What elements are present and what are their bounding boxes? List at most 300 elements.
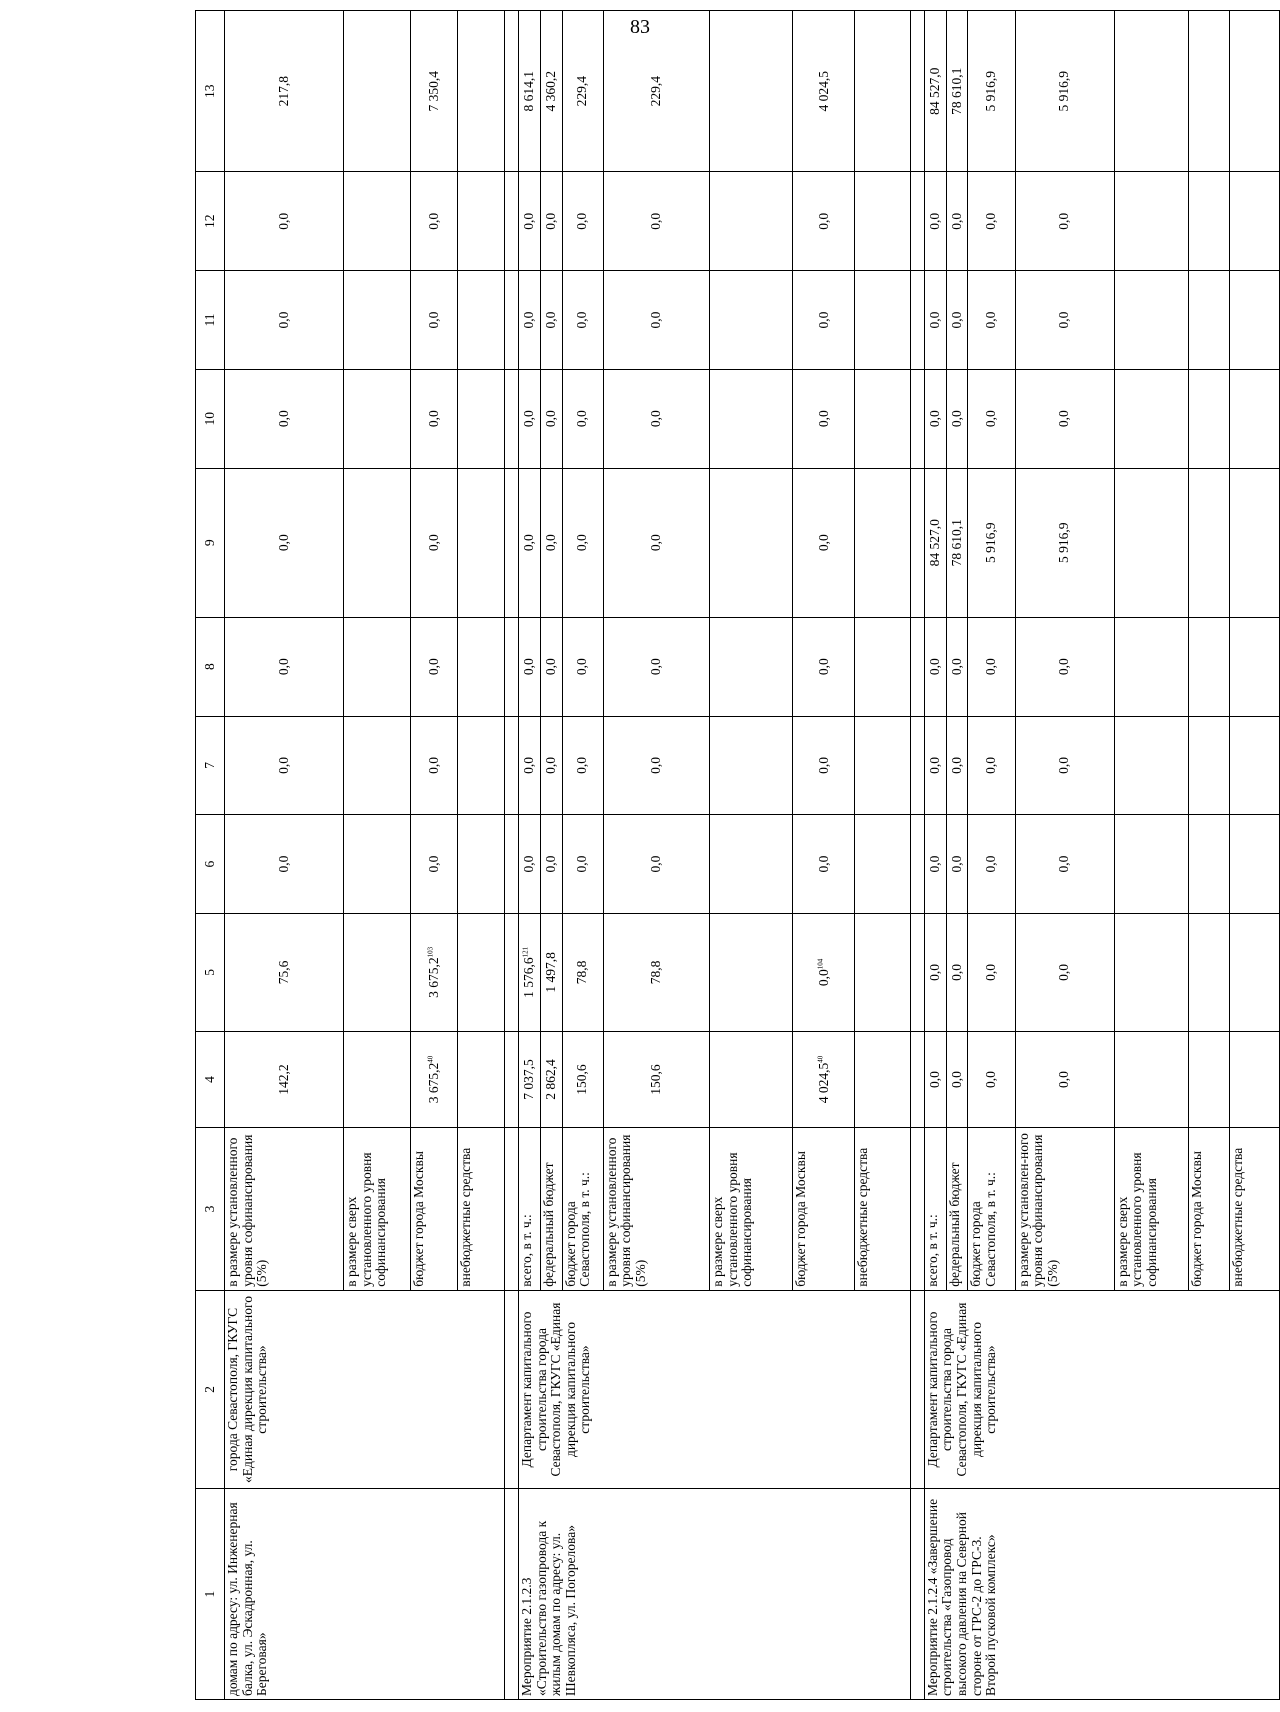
value-cell-col-5 <box>855 913 911 1031</box>
value-cell-col-8 <box>411 617 458 716</box>
value-text: 0,0 <box>815 658 831 676</box>
value-cell-col-10 <box>1114 369 1188 468</box>
value-cell-col-9 <box>458 468 505 617</box>
value-cell-col-4 <box>540 1031 562 1127</box>
value-cell-col-8 <box>225 617 344 716</box>
value-text: 0,0 <box>926 212 942 230</box>
value-cell-col-4 <box>344 1031 411 1127</box>
budget-table <box>195 10 1280 1700</box>
value-text: 0,0 <box>542 410 558 428</box>
value-cell-col-9 <box>519 468 541 617</box>
value-cell-col-6 <box>1189 815 1230 914</box>
value-text: 217,8 <box>275 76 291 107</box>
value-text: 0,0 <box>815 410 831 428</box>
value-cell-col-9 <box>603 468 710 617</box>
column-header-3: 3 <box>196 1128 225 1291</box>
value-cell-col-8 <box>924 617 946 716</box>
separator-cell <box>911 815 925 914</box>
value-cell-col-7 <box>344 716 411 815</box>
value-cell-col-10 <box>924 369 946 468</box>
funding-source-cell: в размере установленного уровня софинансирования (5%) <box>603 1128 710 1291</box>
value-text: 0,0 <box>648 756 664 774</box>
value-cell-col-6 <box>793 815 855 914</box>
value-cell-col-5 <box>519 913 541 1031</box>
value-text: 150,6 <box>648 1064 664 1095</box>
value-text: 0,0 <box>948 963 964 981</box>
value-cell-col-11 <box>519 271 541 370</box>
executor-cell: города Севастополя, ГКУГС «Единая дирекция капитального строительства» <box>225 1290 505 1489</box>
value-cell-col-6 <box>458 815 505 914</box>
value-cell-col-8 <box>562 617 603 716</box>
value-cell-col-9 <box>924 468 946 617</box>
value-text: 0,0 <box>275 212 291 230</box>
value-text: 3 675,2 <box>425 1062 441 1104</box>
value-cell-col-7 <box>1015 716 1114 815</box>
value-text: 0,0 <box>521 534 537 552</box>
value-text: 5 916,9 <box>983 522 999 563</box>
value-cell-col-13 <box>1230 11 1280 172</box>
value-cell-col-7 <box>968 716 1015 815</box>
value-text: 0,0 <box>926 410 942 428</box>
value-cell-col-9 <box>1230 468 1280 617</box>
value-text: 0,0 <box>1056 963 1072 981</box>
value-cell-col-9 <box>710 468 793 617</box>
value-cell-col-9 <box>946 468 968 617</box>
value-cell-col-9 <box>1015 468 1114 617</box>
value-cell-col-6 <box>562 815 603 914</box>
value-cell-col-9 <box>562 468 603 617</box>
value-text: 7 350,4 <box>425 70 441 112</box>
table-row <box>225 11 344 1700</box>
value-text: 0,0 <box>815 969 831 987</box>
header-row <box>196 11 225 1700</box>
value-text: 0,0 <box>1056 855 1072 873</box>
separator-cell <box>505 1031 519 1127</box>
value-cell-col-5 <box>344 913 411 1031</box>
value-cell-col-11 <box>1230 271 1280 370</box>
funding-source-cell: в размере установленного уровня софинансирования (5%) <box>225 1128 344 1291</box>
value-cell-col-5 <box>946 913 968 1031</box>
value-cell-col-7 <box>1230 716 1280 815</box>
funding-source-cell: бюджет города Севастополя, в т. ч.: <box>968 1128 1015 1291</box>
value-cell-col-10 <box>968 369 1015 468</box>
value-cell-col-9 <box>793 468 855 617</box>
column-header-11: 11 <box>196 271 225 370</box>
separator-cell <box>911 271 925 370</box>
value-text: 0,0 <box>648 658 664 676</box>
value-cell-col-12 <box>924 172 946 271</box>
column-header-10: 10 <box>196 369 225 468</box>
value-cell-col-8 <box>1015 617 1114 716</box>
value-cell-col-6 <box>710 815 793 914</box>
funding-source-cell: бюджет города Москвы <box>1189 1128 1230 1291</box>
value-text: 5 916,9 <box>983 70 999 112</box>
funding-source-cell: всего, в т. ч.: <box>519 1128 541 1291</box>
separator-cell <box>505 913 519 1031</box>
value-text: 0,0 <box>425 658 441 676</box>
value-cell-col-8 <box>946 617 968 716</box>
value-cell-col-10 <box>540 369 562 468</box>
value-text: 0,0 <box>425 410 441 428</box>
column-header-6: 6 <box>196 815 225 914</box>
separator-cell <box>505 1489 519 1700</box>
column-header-13: 13 <box>196 11 225 172</box>
value-cell-col-8 <box>344 617 411 716</box>
value-cell-col-10 <box>225 369 344 468</box>
value-cell-col-10 <box>519 369 541 468</box>
value-cell-col-10 <box>411 369 458 468</box>
value-text: 0,0 <box>574 855 590 873</box>
value-cell-col-5 <box>225 913 344 1031</box>
value-cell-col-10 <box>458 369 505 468</box>
rotated-table-container <box>195 10 1280 1700</box>
value-cell-col-5 <box>540 913 562 1031</box>
value-cell-col-11 <box>344 271 411 370</box>
value-text: 0,0 <box>425 534 441 552</box>
column-header-1: 1 <box>196 1489 225 1700</box>
value-cell-col-5 <box>1230 913 1280 1031</box>
value-cell-col-5 <box>710 913 793 1031</box>
table-body <box>225 11 1280 1700</box>
value-cell-col-11 <box>855 271 911 370</box>
value-cell-col-9 <box>1189 468 1230 617</box>
value-text: 0,0 <box>948 410 964 428</box>
value-cell-col-6 <box>225 815 344 914</box>
value-cell-col-5 <box>562 913 603 1031</box>
column-header-7: 7 <box>196 716 225 815</box>
table-row <box>519 11 541 1700</box>
value-cell-col-12 <box>562 172 603 271</box>
value-cell-col-4 <box>855 1031 911 1127</box>
value-text: 0,0 <box>542 311 558 329</box>
value-text: 0,0 <box>574 534 590 552</box>
value-cell-col-4 <box>1114 1031 1188 1127</box>
value-text: 0,0 <box>948 1071 964 1088</box>
value-cell-col-5 <box>924 913 946 1031</box>
value-cell-col-10 <box>855 369 911 468</box>
footnote-marker: 121 <box>521 946 530 958</box>
value-cell-col-4 <box>1189 1031 1230 1127</box>
value-cell-col-12 <box>458 172 505 271</box>
value-text: 0,0 <box>275 410 291 428</box>
table-row <box>924 11 946 1700</box>
funding-source-cell: в размере установлен-ного уровня софинансирования (5%) <box>1015 1128 1114 1291</box>
column-header-12: 12 <box>196 172 225 271</box>
value-cell-col-13 <box>562 11 603 172</box>
separator-cell <box>911 172 925 271</box>
value-cell-col-11 <box>458 271 505 370</box>
value-cell-col-6 <box>603 815 710 914</box>
separator-cell <box>505 271 519 370</box>
value-text: 3 675,2 <box>425 957 441 998</box>
value-cell-col-4 <box>225 1031 344 1127</box>
value-text: 0,0 <box>521 311 537 329</box>
value-text: 0,0 <box>983 410 999 428</box>
value-cell-col-7 <box>855 716 911 815</box>
value-text: 0,0 <box>542 756 558 774</box>
value-cell-col-4 <box>1230 1031 1280 1127</box>
value-cell-col-11 <box>924 271 946 370</box>
value-cell-col-6 <box>344 815 411 914</box>
value-cell-col-12 <box>1114 172 1188 271</box>
footnote-marker: 40 <box>816 1055 825 1063</box>
value-cell-col-13 <box>1189 11 1230 172</box>
separator-cell <box>505 369 519 468</box>
value-text: 0,0 <box>948 311 964 329</box>
value-text: 8 614,1 <box>521 70 537 112</box>
value-text: 0,0 <box>983 658 999 676</box>
funding-source-cell: бюджет города Москвы <box>411 1128 458 1291</box>
value-cell-col-10 <box>603 369 710 468</box>
value-cell-col-4 <box>946 1031 968 1127</box>
value-cell-col-7 <box>793 716 855 815</box>
value-cell-col-13 <box>540 11 562 172</box>
value-cell-col-9 <box>540 468 562 617</box>
value-text: 0,0 <box>815 855 831 873</box>
value-cell-col-5 <box>1015 913 1114 1031</box>
separator-cell <box>505 172 519 271</box>
value-text: 0,0 <box>1056 311 1072 329</box>
value-text: 0,0 <box>983 756 999 774</box>
value-text: 5 916,9 <box>1056 70 1072 112</box>
value-cell-col-12 <box>1189 172 1230 271</box>
value-cell-col-10 <box>344 369 411 468</box>
value-text: 78 610,1 <box>948 67 964 115</box>
value-cell-col-6 <box>519 815 541 914</box>
value-cell-col-6 <box>411 815 458 914</box>
value-cell-col-13 <box>519 11 541 172</box>
value-text: 0,0 <box>926 963 942 981</box>
value-cell-col-9 <box>855 468 911 617</box>
value-cell-col-5 <box>603 913 710 1031</box>
column-header-9: 9 <box>196 468 225 617</box>
group-separator <box>911 11 925 1700</box>
value-text: 0,0 <box>425 311 441 329</box>
value-cell-col-5 <box>411 913 458 1031</box>
value-cell-col-12 <box>411 172 458 271</box>
value-cell-col-12 <box>1230 172 1280 271</box>
value-text: 84 527,0 <box>926 519 942 567</box>
value-text: 0,0 <box>574 756 590 774</box>
value-text: 0,0 <box>1056 1071 1072 1088</box>
executor-cell: Департамент капитального строительства города Севастополя, ГКУГС «Единая дирекция капитального строительства» <box>519 1290 911 1489</box>
value-text: 0,0 <box>275 534 291 552</box>
value-text: 229,4 <box>648 76 664 107</box>
value-cell-col-11 <box>225 271 344 370</box>
funding-source-cell: в размере сверх установленного уровня софинансирования <box>1114 1128 1188 1291</box>
value-cell-col-11 <box>603 271 710 370</box>
funding-source-cell: всего, в т. ч.: <box>924 1128 946 1291</box>
value-cell-col-10 <box>710 369 793 468</box>
value-text: 4 360,2 <box>542 70 558 112</box>
column-header-8: 8 <box>196 617 225 716</box>
value-cell-col-13 <box>855 11 911 172</box>
column-header-2: 2 <box>196 1290 225 1489</box>
footnote-marker: 104 <box>816 958 825 970</box>
value-cell-col-8 <box>1230 617 1280 716</box>
value-cell-col-13 <box>1015 11 1114 172</box>
value-cell-col-11 <box>946 271 968 370</box>
activity-name-cell: Мероприятие 2.1.2.4 «Завершение строительства «Газопровод высокого давления на Северной стороне от ГРС-2 до ГРС-3. Второй пусковой комплекс» <box>924 1489 1279 1700</box>
value-cell-col-11 <box>793 271 855 370</box>
funding-source-cell: федеральный бюджет <box>540 1128 562 1291</box>
value-cell-col-11 <box>562 271 603 370</box>
value-cell-col-4 <box>411 1031 458 1127</box>
value-cell-col-7 <box>924 716 946 815</box>
value-text: 0,0 <box>542 658 558 676</box>
value-cell-col-13 <box>793 11 855 172</box>
value-text: 0,0 <box>542 534 558 552</box>
separator-cell <box>911 468 925 617</box>
activity-name-cell: домам по адресу: ул. Инженерная балка, ул. Эскадронная, ул. Береговая» <box>225 1489 505 1700</box>
value-text: 0,0 <box>983 963 999 981</box>
value-cell-col-9 <box>968 468 1015 617</box>
value-cell-col-13 <box>411 11 458 172</box>
value-text: 0,0 <box>574 311 590 329</box>
separator-cell <box>911 369 925 468</box>
value-text: 0,0 <box>574 410 590 428</box>
value-cell-col-12 <box>603 172 710 271</box>
value-cell-col-7 <box>946 716 968 815</box>
value-cell-col-10 <box>793 369 855 468</box>
value-text: 0,0 <box>521 756 537 774</box>
column-header-5: 5 <box>196 913 225 1031</box>
value-cell-col-13 <box>946 11 968 172</box>
value-cell-col-13 <box>1114 11 1188 172</box>
value-cell-col-11 <box>1189 271 1230 370</box>
value-cell-col-5 <box>793 913 855 1031</box>
value-text: 0,0 <box>815 756 831 774</box>
value-cell-col-13 <box>225 11 344 172</box>
value-text: 0,0 <box>983 855 999 873</box>
value-text: 0,0 <box>926 1071 942 1088</box>
value-text: 0,0 <box>983 212 999 230</box>
value-cell-col-9 <box>344 468 411 617</box>
value-text: 1 497,8 <box>542 952 558 993</box>
value-cell-col-12 <box>225 172 344 271</box>
value-cell-col-7 <box>458 716 505 815</box>
value-text: 0,0 <box>1056 212 1072 230</box>
value-cell-col-4 <box>924 1031 946 1127</box>
value-text: 0,0 <box>275 756 291 774</box>
value-cell-col-12 <box>793 172 855 271</box>
value-cell-col-4 <box>968 1031 1015 1127</box>
value-text: 0,0 <box>926 756 942 774</box>
value-text: 78,8 <box>574 960 590 985</box>
value-text: 0,0 <box>521 658 537 676</box>
value-cell-col-7 <box>603 716 710 815</box>
value-cell-col-8 <box>968 617 1015 716</box>
value-cell-col-10 <box>1015 369 1114 468</box>
value-cell-col-13 <box>968 11 1015 172</box>
separator-cell <box>505 716 519 815</box>
value-text: 0,0 <box>948 855 964 873</box>
value-text: 0,0 <box>926 658 942 676</box>
value-text: 0,0 <box>948 212 964 230</box>
value-cell-col-10 <box>562 369 603 468</box>
value-cell-col-11 <box>411 271 458 370</box>
footnote-marker: 40 <box>426 1055 435 1063</box>
value-text: 0,0 <box>815 311 831 329</box>
funding-source-cell: в размере сверх установленного уровня софинансирования <box>710 1128 793 1291</box>
value-cell-col-12 <box>855 172 911 271</box>
value-text: 0,0 <box>648 534 664 552</box>
footnote-marker: 103 <box>426 946 435 958</box>
value-text: 2 862,4 <box>542 1059 558 1100</box>
value-cell-col-4 <box>603 1031 710 1127</box>
value-cell-col-12 <box>344 172 411 271</box>
value-cell-col-8 <box>855 617 911 716</box>
funding-source-cell: в размере сверх установленного уровня софинансирования <box>344 1128 411 1291</box>
funding-source-cell: федеральный бюджет <box>946 1128 968 1291</box>
value-cell-col-12 <box>710 172 793 271</box>
value-text: 142,2 <box>275 1064 291 1095</box>
value-cell-col-9 <box>1114 468 1188 617</box>
value-cell-col-8 <box>793 617 855 716</box>
value-cell-col-12 <box>968 172 1015 271</box>
value-text: 150,6 <box>574 1064 590 1095</box>
value-cell-col-4 <box>519 1031 541 1127</box>
value-text: 0,0 <box>948 658 964 676</box>
value-text: 0,0 <box>425 855 441 873</box>
value-cell-col-13 <box>603 11 710 172</box>
funding-source-cell: внебюджетные средства <box>458 1128 505 1291</box>
value-cell-col-4 <box>1015 1031 1114 1127</box>
value-cell-col-6 <box>540 815 562 914</box>
value-text: 0,0 <box>926 855 942 873</box>
value-cell-col-13 <box>344 11 411 172</box>
value-cell-col-5 <box>458 913 505 1031</box>
separator-cell <box>911 913 925 1031</box>
value-cell-col-7 <box>540 716 562 815</box>
value-cell-col-12 <box>946 172 968 271</box>
executor-cell: Департамент капитального строительства города Севастополя, ГКУГС «Единая дирекция капитального строительства» <box>924 1290 1279 1489</box>
value-cell-col-7 <box>1114 716 1188 815</box>
funding-source-cell: внебюджетные средства <box>855 1128 911 1291</box>
separator-cell <box>911 1290 925 1489</box>
value-text: 0,0 <box>1056 410 1072 428</box>
separator-cell <box>505 1128 519 1291</box>
separator-cell <box>911 11 925 172</box>
value-text: 0,0 <box>275 658 291 676</box>
value-text: 0,0 <box>574 658 590 676</box>
separator-cell <box>505 1290 519 1489</box>
value-text: 84 527,0 <box>926 67 942 115</box>
value-cell-col-5 <box>968 913 1015 1031</box>
separator-cell <box>911 1128 925 1291</box>
value-text: 0,0 <box>648 855 664 873</box>
value-cell-col-7 <box>562 716 603 815</box>
value-cell-col-7 <box>710 716 793 815</box>
column-header-4: 4 <box>196 1031 225 1127</box>
value-cell-col-8 <box>603 617 710 716</box>
separator-cell <box>505 617 519 716</box>
value-cell-col-4 <box>710 1031 793 1127</box>
separator-cell <box>505 11 519 172</box>
funding-source-cell: внебюджетные средства <box>1230 1128 1280 1291</box>
value-cell-col-12 <box>540 172 562 271</box>
value-text: 0,0 <box>275 855 291 873</box>
value-cell-col-7 <box>519 716 541 815</box>
separator-cell <box>911 1489 925 1700</box>
value-cell-col-8 <box>458 617 505 716</box>
value-cell-col-11 <box>710 271 793 370</box>
value-cell-col-4 <box>793 1031 855 1127</box>
value-cell-col-10 <box>946 369 968 468</box>
value-text: 0,0 <box>275 311 291 329</box>
value-cell-col-6 <box>1015 815 1114 914</box>
page-number: 83 <box>630 16 650 38</box>
